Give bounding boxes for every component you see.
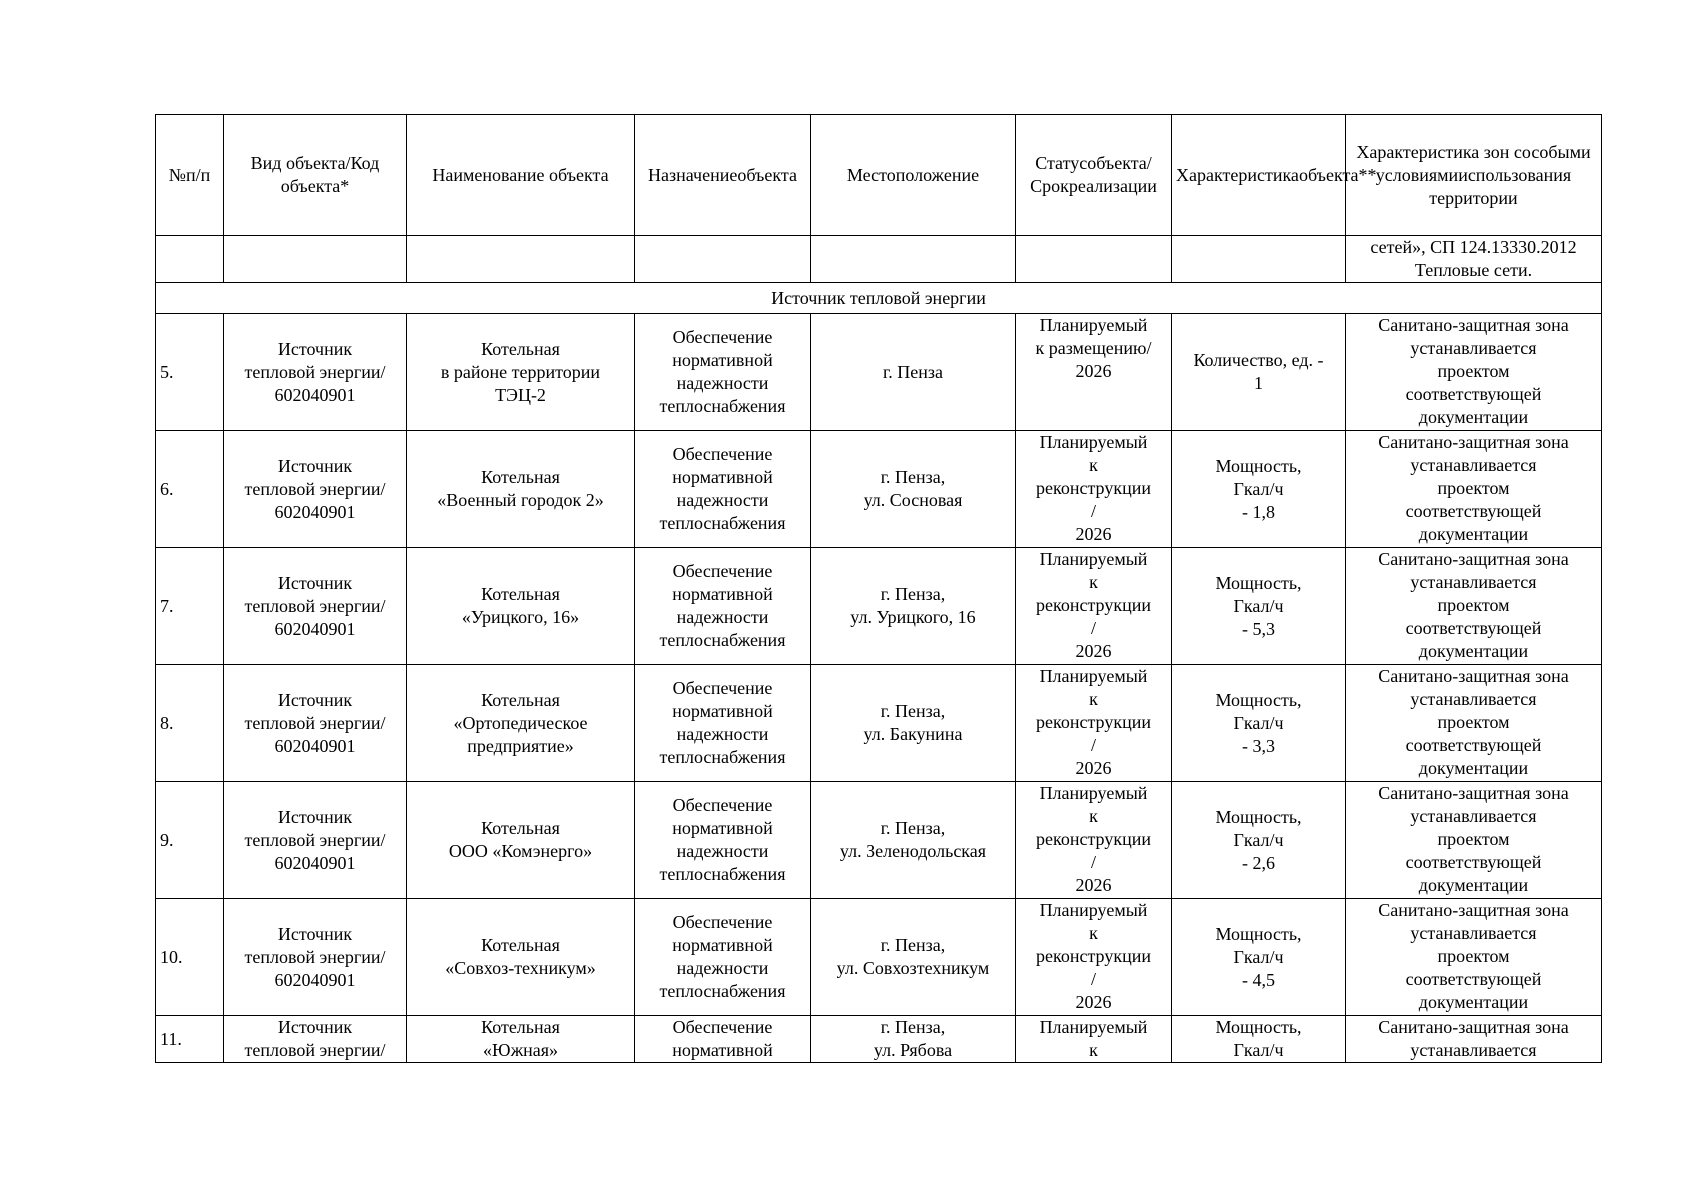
continuation-zone-cell [1346,236,1602,283]
cell-line: к [1089,572,1098,592]
cell-line: 2026 [1075,641,1112,661]
cell-line: Источник [277,806,353,827]
cell-line: теплоснабжения [659,396,786,416]
cell-line: Источник [277,689,353,710]
section-title: Источник тепловой энергии [156,283,1602,314]
cell-characteristic [1172,782,1346,899]
table-row [156,431,1602,548]
cell-characteristic [1172,548,1346,665]
cell-line: 602040901 [274,618,356,639]
cell-characteristic [1172,1016,1346,1063]
cell-characteristic [1172,314,1346,431]
row-number: 7. [156,548,224,665]
header-col-status [1016,115,1172,236]
row-number: 5. [156,314,224,431]
cell-line: устанавливается [1410,572,1537,592]
cell-zone [1346,899,1602,1016]
continuation-cell-empty [407,236,635,283]
cell-status [1016,314,1172,431]
table-row [156,314,1602,431]
continuation-cell-empty [811,236,1016,283]
header-col-number [156,115,224,236]
cell-line: г. Пенза, [880,467,946,487]
header-line: особыми условиями [1375,141,1591,185]
header-line: объекта/ [1087,153,1152,173]
cell-line: / [1090,618,1096,638]
cell-line: к [1089,923,1098,943]
cell-line: документации [1418,992,1529,1012]
cell-line: Планируемый [1039,783,1148,803]
cell-line: проектом [1437,478,1510,498]
header-line: Наименование объекта [432,164,609,185]
cell-line: 2026 [1075,758,1112,778]
cell-line: устанавливается [1410,923,1537,943]
table-row [156,1016,1602,1063]
header-line: объекта** [1298,164,1377,185]
cell-line: надежности [676,724,769,744]
cell-line: соответствующей [1405,735,1542,755]
cell-line: нормативной [672,818,773,838]
cell-location [811,899,1016,1016]
cell-line: Планируемый [1039,1017,1148,1037]
cell-line: Санитано-защитная зона [1378,666,1569,686]
cell-line: Гкал/ч [1233,712,1284,733]
continuation-cell-empty [635,236,811,283]
cell-line: Санитано-защитная зона [1378,900,1569,920]
cell-line: устанавливается [1410,689,1537,709]
cell-characteristic [1172,431,1346,548]
cell-line: Обеспечение [672,327,773,347]
cell-line: нормативной [672,1040,773,1060]
cell-line: проектом [1437,595,1510,615]
cell-line: Котельная [481,338,560,359]
cell-line: нормативной [672,584,773,604]
cell-line: / [1090,735,1096,755]
header-line: реализации [1068,176,1157,196]
cell-line: Мощность, [1215,1017,1302,1037]
header-line: Статус [1035,153,1088,173]
cell-line: Планируемый [1039,900,1148,920]
cell-type [224,431,407,548]
cell-line: 2026 [1075,992,1112,1012]
cell-line: Источник [277,338,353,359]
cell-line: к размещению/ [1035,338,1152,358]
cell-line: тепловой энергии/ [244,829,386,850]
cell-line: тепловой энергии/ [244,478,386,499]
cell-line: Обеспечение [672,1017,773,1037]
table-row [156,899,1602,1016]
cell-line: Санитано-защитная зона [1378,1017,1569,1037]
cell-purpose [635,899,811,1016]
cell-line: г. Пенза, [880,701,946,721]
cell-line: г. Пенза, [880,818,946,838]
cell-line: Мощность, [1215,806,1302,827]
cell-line: Котельная [481,818,560,838]
cell-line: Санитано-защитная зона [1378,432,1569,452]
header-line: Вид объекта/ [250,153,351,173]
cell-line: 2026 [1075,875,1112,895]
document-page [155,114,1601,1063]
cell-line: нормативной [672,467,773,487]
header-col-characteristic [1172,115,1377,236]
cell-line: тепловой энергии/ [244,595,386,616]
cell-characteristic [1172,899,1346,1016]
cell-line: Обеспечение [672,795,773,815]
cell-line: Мощность, [1215,572,1302,593]
cell-line: - 3,3 [1242,735,1275,756]
cell-line: «Урицкого, 16» [461,607,580,627]
cell-type [224,665,407,782]
row-number: 6. [156,431,224,548]
cell-line: Количество, ед. - [1193,350,1324,370]
header-col-object-name [407,115,635,236]
cell-line: 602040901 [274,501,356,522]
cell-status [1016,1016,1172,1063]
header-col-location [811,115,1016,236]
cell-line: г. Пенза, [880,935,946,955]
table-header [156,115,1602,236]
cell-zone [1346,1016,1602,1063]
cell-line: г. Пенза [882,361,944,382]
cell-line: тепловой энергии/ [244,946,386,967]
cell-line: реконструкции [1036,595,1151,615]
cell-line: теплоснабжения [659,747,786,767]
cell-line: надежности [676,490,769,510]
cell-line: 602040901 [274,969,356,990]
header-line: Назначение [648,164,738,185]
cell-line: нормативной [672,701,773,721]
header-line: Код объекта* [280,153,380,196]
cell-line: к [1089,689,1098,709]
cell-line: Источник [277,572,353,593]
header-row [156,115,1602,236]
cell-type [224,782,407,899]
header-line: Срок [1030,176,1069,196]
cell-type [224,1016,407,1063]
continuation-line: сетей», СП 124.13330.2012 [1370,237,1577,257]
continuation-line: Тепловые сети. [1414,260,1533,280]
cell-line: - 5,3 [1242,618,1275,639]
cell-line: устанавливается [1410,806,1537,826]
cell-line: надежности [676,607,769,627]
cell-location [811,1016,1016,1063]
cell-line: Котельная [481,689,560,710]
header-line: № [168,164,186,185]
table-body [156,236,1602,1063]
cell-name [407,431,635,548]
cell-zone [1346,548,1602,665]
cell-purpose [635,1016,811,1063]
cell-line: Источник [277,455,353,476]
cell-line: документации [1418,758,1529,778]
table-row [156,782,1602,899]
cell-line: / [1090,969,1096,989]
continuation-row [156,236,1602,283]
cell-name [407,782,635,899]
cell-line: соответствующей [1405,969,1542,989]
cell-name [407,314,635,431]
header-line: использования территории [1429,164,1572,208]
cell-location [811,782,1016,899]
cell-line: документации [1418,524,1529,544]
cell-status [1016,665,1172,782]
cell-line: устанавливается [1410,455,1537,475]
cell-line: 602040901 [274,735,356,756]
cell-line: Мощность, [1215,689,1302,710]
cell-line: к [1089,1040,1098,1060]
cell-line: реконструкции [1036,712,1151,732]
cell-line: теплоснабжения [659,630,786,650]
cell-name [407,1016,635,1063]
cell-line: Гкал/ч [1233,829,1284,850]
cell-line: Котельная [481,467,560,487]
cell-line: - 1,8 [1242,501,1275,522]
cell-line: документации [1418,641,1529,661]
cell-line: «Военный городок 2» [437,490,604,510]
table-row [156,548,1602,665]
cell-line: Обеспечение [672,678,773,698]
cell-line: соответствующей [1405,618,1542,638]
cell-line: к [1089,455,1098,475]
cell-line: / [1090,852,1096,872]
cell-status [1016,782,1172,899]
cell-line: надежности [676,958,769,978]
cell-status [1016,548,1172,665]
cell-line: Гкал/ч [1233,595,1284,616]
header-col-object-type [224,115,407,236]
cell-line: проектом [1437,361,1510,381]
cell-line: устанавливается [1410,338,1537,358]
cell-line: 2026 [1075,361,1112,381]
cell-line: ул. Зеленодольская [839,841,987,861]
cell-purpose [635,548,811,665]
cell-line: проектом [1437,946,1510,966]
cell-line: ТЭЦ-2 [495,384,546,405]
cell-status [1016,899,1172,1016]
cell-line: реконструкции [1036,829,1151,849]
cell-location [811,314,1016,431]
cell-type [224,314,407,431]
cell-line: Источник [277,1017,353,1037]
cell-line: Обеспечение [672,561,773,581]
cell-line: ул. Урицкого, 16 [850,607,976,627]
cell-line: реконструкции [1036,478,1151,498]
cell-line: ул. Бакунина [863,724,963,744]
cell-status [1016,431,1172,548]
row-number: 8. [156,665,224,782]
cell-line: Планируемый [1039,432,1148,452]
cell-line: Планируемый [1039,549,1148,569]
objects-table [155,114,1602,1063]
continuation-cell-empty [1172,236,1346,283]
cell-line: реконструкции [1036,946,1151,966]
cell-line: Планируемый [1039,315,1148,335]
continuation-cell-empty [224,236,407,283]
cell-line: «Совхоз-техникум» [445,958,596,978]
cell-characteristic [1172,665,1346,782]
cell-line: соответствующей [1405,384,1542,404]
cell-line: к [1089,806,1098,826]
row-number: 9. [156,782,224,899]
cell-line: 602040901 [274,852,356,873]
continuation-cell-empty [156,236,224,283]
cell-line: теплоснабжения [659,864,786,884]
cell-line: ООО «Комэнерго» [448,841,593,861]
cell-purpose [635,314,811,431]
cell-purpose [635,665,811,782]
cell-location [811,431,1016,548]
cell-line: надежности [676,373,769,393]
cell-line: предприятие» [467,735,574,756]
cell-zone [1346,314,1602,431]
cell-zone [1346,665,1602,782]
cell-line: в районе территории [440,361,601,382]
cell-line: Гкал/ч [1233,1040,1284,1060]
cell-location [811,665,1016,782]
cell-location [811,548,1016,665]
cell-line: Гкал/ч [1233,478,1284,499]
header-col-purpose [635,115,811,236]
header-line: Характеристика [1176,164,1299,185]
cell-line: Санитано-защитная зона [1378,549,1569,569]
cell-line: документации [1418,875,1529,895]
cell-line: Мощность, [1215,923,1302,944]
cell-line: документации [1418,407,1529,427]
cell-line: 602040901 [274,384,356,405]
cell-line: ул. Совхозтехникум [836,958,990,978]
cell-name [407,548,635,665]
cell-name [407,899,635,1016]
cell-line: 1 [1254,373,1263,393]
cell-line: нормативной [672,350,773,370]
cell-line: / [1090,501,1096,521]
cell-line: Источник [277,923,353,944]
header-line: объекта [737,164,797,185]
cell-line: соответствующей [1405,501,1542,521]
header-line: Характеристика зон с [1356,141,1522,162]
header-col-zone [1346,115,1602,236]
cell-line: надежности [676,841,769,861]
cell-line: Мощность, [1215,455,1302,476]
cell-line: Санитано-защитная зона [1378,783,1569,803]
cell-line: проектом [1437,712,1510,732]
cell-line: 2026 [1075,524,1112,544]
cell-type [224,548,407,665]
cell-line: проектом [1437,829,1510,849]
cell-line: ул. Сосновая [863,490,963,510]
cell-line: Котельная [481,1017,560,1037]
cell-line: «Южная» [482,1040,559,1060]
cell-line: Обеспечение [672,912,773,932]
cell-purpose [635,431,811,548]
table-row [156,665,1602,782]
cell-line: соответствующей [1405,852,1542,872]
row-number: 11. [156,1016,224,1063]
cell-line: нормативной [672,935,773,955]
cell-line: устанавливается [1410,1040,1537,1060]
header-line: п/п [185,164,211,185]
cell-line: Обеспечение [672,444,773,464]
section-row [156,283,1602,314]
cell-line: Гкал/ч [1233,946,1284,967]
header-line: Местоположение [846,164,980,185]
continuation-cell-empty [1016,236,1172,283]
cell-line: Котельная [481,584,560,604]
cell-line: ул. Рябова [873,1040,953,1060]
cell-line: тепловой энергии/ [244,361,386,382]
cell-zone [1346,782,1602,899]
row-number: 10. [156,899,224,1016]
cell-type [224,899,407,1016]
cell-name [407,665,635,782]
cell-line: Котельная [481,935,560,955]
cell-zone [1346,431,1602,548]
cell-line: г. Пенза, [880,1017,946,1037]
cell-line: теплоснабжения [659,513,786,533]
cell-purpose [635,782,811,899]
cell-line: - 2,6 [1242,852,1275,873]
cell-line: Планируемый [1039,666,1148,686]
cell-line: теплоснабжения [659,981,786,1001]
cell-line: Санитано-защитная зона [1378,315,1569,335]
cell-line: тепловой энергии/ [244,712,386,733]
cell-line: тепловой энергии/ [244,1040,386,1060]
cell-line: «Ортопедическое [453,712,588,733]
cell-line: - 4,5 [1242,969,1275,990]
cell-line: г. Пенза, [880,584,946,604]
